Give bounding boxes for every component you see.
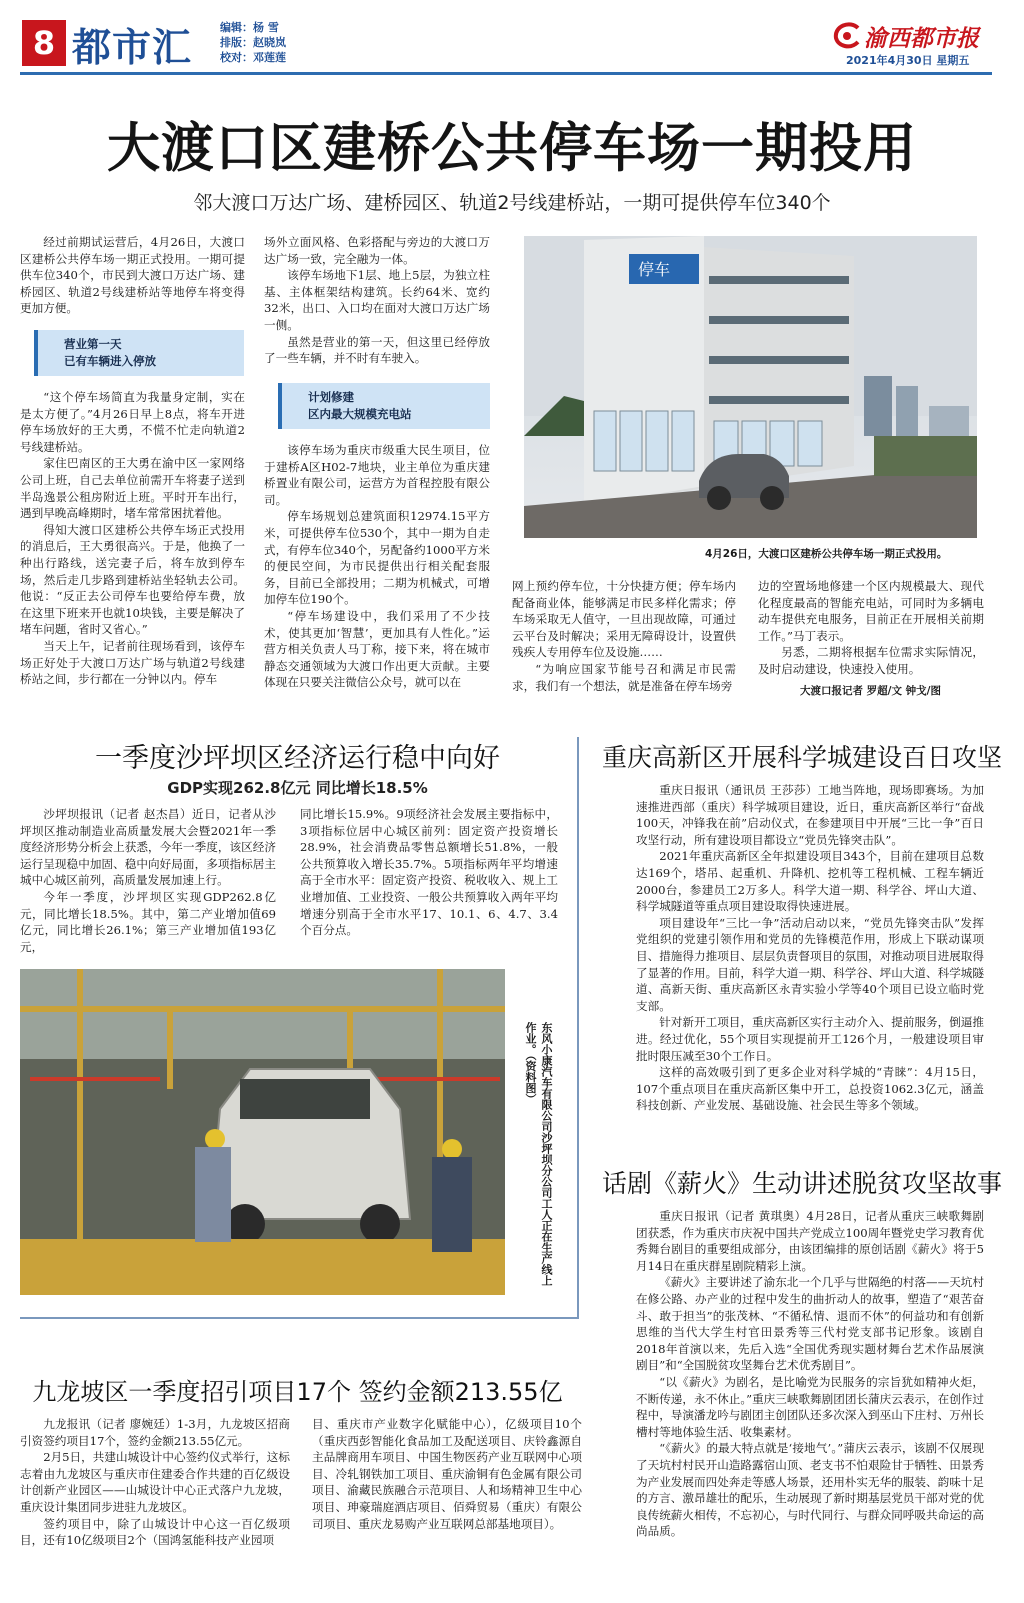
paragraph: 2月5日，共建山城设计中心签约仪式举行，这标志着由九龙坡区与重庆市住建委合作共建的百亿级设计创新产业园区——山城设计中心正式落户九龙坡，重庆设计集团同步进驻九龙坡区。 [20, 1450, 290, 1514]
paragraph: 网上预约停车位，十分快捷方便；停车场内配备商业体，能够满足市民多样化需求；停车场采取无人值守，一旦出现故障，可通过云平台及时解决；采用无障碍设计，设置供残疾人专用停车位及设施…… [512, 579, 736, 660]
factory-photo-caption: 东风小康汽车有限公司沙坪坝分公司工人正在生产线上作业。（资料图） [524, 1022, 553, 1286]
paragraph: 场外立面风格、色彩搭配与旁边的大渡口万达广场一致，完全融为一体。 [264, 235, 490, 266]
xinhuo-headline: 话剧《薪火》生动讲述脱贫攻坚故事 [601, 1169, 1002, 1198]
shapingba-col1 [20, 806, 276, 955]
paragraph: 目、重庆市产业数字化赋能中心），亿级项目10个（重庆西彭智能化食品加工及配送项目、庆铃鑫源自主品牌商用车项目、中国生物医药产业互联网中心项目、冷轧钢铁加工项目、重庆渝铜有色金属有限公司项目、渝藏民族融合示范项目、人和场精神卫生中心项目、珅豪瑞庭酒店项目、佰舜贸易（重庆）有限公司项目、重庆龙易购产业互联网总部基地项目）。 [312, 1417, 582, 1531]
shapingba-subhead: GDP实现262.8亿元 同比增长18.5% [167, 779, 428, 797]
box-line: 区内最大规模充电站 [308, 407, 412, 421]
staff-editor: 编辑：杨 雪 [220, 21, 279, 34]
lead-byline: 大渡口报记者 罗超/文 钟戈/图 [800, 685, 941, 697]
car-factory-photo [20, 969, 505, 1295]
paragraph: 《薪火》主要讲述了渝东北一个几乎与世隔绝的村落——天坑村在修公路、办产业的过程中发生的曲折动人的故事，塑造了“艰苦奋斗、敢于担当”的张茂林、“不循私情、退而不休”的何益功和有创新思维的当代大学生村官田景秀等三代村党支部书记形象。该剧自2018年首演以来，先后入选“全国优秀现实题材舞台艺术作品展演剧目”和“全国脱贫攻坚舞台艺术优秀剧目”。 [636, 1275, 984, 1373]
paper-name: 渝西都市报 [864, 25, 979, 52]
paragraph: 沙坪坝报讯（记者 赵杰昌）近日，记者从沙坪坝区推动制造业高质量发展大会暨2021年一季度经济形势分析会上获悉，今年一季度，该区经济运行呈现稳中加固、稳中向好局面，多项指标居主城中心城区前列，高质量发展加速上行。 [20, 807, 276, 888]
paragraph: 虽然是营业的第一天，但这里已经停放了一些车辆，并不时有车驶入。 [264, 334, 490, 366]
paragraph: 该停车场为重庆市级重大民生项目，位于建桥A区H02-7地块，业主单位为重庆建桥置业有限公司，运营方为首程控股有限公司。 [264, 443, 490, 507]
paragraph: 签约项目中，除了山城设计中心这一百亿级项目，还有10亿级项目2个（国鸿氢能科技产业园项 [20, 1516, 290, 1548]
paragraph: 另悉，二期将根据车位需求实际情况，及时启动建设，快速投入使用。 [758, 645, 984, 676]
lead-col1-intro [20, 234, 245, 317]
paragraph: 项目建设年“三比一争”活动启动以来，“党员先锋突击队”发挥党组织的党建引领作用和党员的先锋模范作用，形成上下联动谋项目、措施得力推项目、层层负责督项目的氛围，对推动项目进展取得了显著的作用。目前，科学大道一期、科学谷、坪山大道、科学城隧道、高新天街、重庆高新区永青实验小学等40个项目已设立临时党支部。 [636, 915, 984, 1013]
section-title: 都市汇 [72, 26, 193, 71]
box-line: 计划修建 [308, 390, 354, 404]
paragraph: 针对新开工项目，重庆高新区实行主动介入、提前服务，倒逼推进。经过优化，55个项目实现提前开工126个月，一般建设项目审批时限压减至30个工作日。 [636, 1015, 984, 1063]
lead-col1-body [20, 389, 245, 688]
page-number-badge: 8 [22, 20, 66, 66]
paragraph: 这样的高效吸引到了更多企业对科学城的“青睐”：4月15日，107个重点项目在重庆高新区集中开工，总投资1062.3亿元，涵盖科技创新、产业发展、基础设施、社会民生等多个领域。 [636, 1065, 984, 1113]
staff-layout: 排版：赵晓岚 [220, 36, 286, 49]
lead-subhead: 邻大渡口万达广场、建桥园区、轨道2号线建桥站，一期可提供停车位340个 [193, 192, 831, 214]
paragraph: “为响应国家节能号召和满足市民需求，我们有一个想法，就是准备在停车场旁 [512, 661, 736, 693]
staff-proofreader: 校对：邓莲莲 [220, 51, 286, 64]
paragraph: “《薪火》的最大特点就是‘接地气’。”蒲庆云表示，该剧不仅展现了天坑村村民开山造路露宿山顶、老支书不怕艰险甘于牺牲、田景秀为产业发展而四处奔走等感人场景，还用朴实无华的服装、韵味十足的方言、激昂雄壮的配乐，生动展现了新时期基层党员干部对党的优良传统薪火相传，不忘初心，与时代同行、与群众同呼吸共命运的高尚品质。 [636, 1441, 984, 1539]
paragraph: 重庆日报讯（记者 黄琪奥）4月28日，记者从重庆三峡歌舞剧团获悉，作为重庆市庆祝中国共产党成立100周年暨党史学习教育优秀舞台剧目的重要组成部分，由该团编排的原创话剧《薪火》将于5月14日在重庆群星剧院精彩上演。 [636, 1209, 984, 1273]
paragraph: 得知大渡口区建桥公共停车场正式投用的消息后，王大勇很高兴。于是，他换了一种出行路线，送完妻子后，将车放到停车场，然后走几步路到建桥站坐轻轨去公司。他说：“反正去公司停车也要给停车费，放在这里下班来开也就10块钱，主要是解决了堵车问题，省时又省心。” [20, 522, 245, 637]
jiulongpo-col2 [312, 1416, 582, 1532]
lead-col2-top [264, 234, 490, 367]
lead-col4 [758, 578, 984, 678]
lead-subhead-box-1 [34, 330, 244, 376]
garage-sign: 停车 [638, 260, 671, 279]
paragraph: “停车场建设中，我们采用了不少技术，使其更加‘智慧’，更加具有人性化。”运营方相关负责人马丁称，接下来，将在城市静态交通领域为大渡口作出更大贡献。主要体现在只要关注微信公众号，就可以在 [264, 608, 490, 690]
parking-photo-caption: 4月26日，大渡口区建桥公共停车场一期正式投用。 [705, 548, 948, 560]
issue-date: 2021年4月30日 星期五 [846, 54, 970, 67]
paragraph: 该停车场地下1层、地上5层，为独立柱基、主体框架结构建筑。长约64米、宽约32米，出口、入口均在面对大渡口万达广场一侧。 [264, 268, 490, 332]
box-line: 营业第一天 [64, 337, 122, 351]
shapingba-headline: 一季度沙坪坝区经济运行稳中向好 [95, 743, 500, 774]
parking-garage-illustration [524, 236, 977, 538]
paragraph: “以《薪火》为剧名，是比喻党为民服务的宗旨犹如精神火炬，不断传递，永不休止。”重庆三峡歌舞剧团团长蒲庆云表示，在创作过程中，导演潘龙吟与剧团主创团队还多次深入到巫山下庄村、万州长槽村等地体验生活、收集素材。 [636, 1374, 984, 1439]
paragraph: 家住巴南区的王大勇在渝中区一家网络公司上班，自己去单位前需开车将妻子送到半岛逸景公租房附近上班。平时开车出行，遇到早晚高峰期时，堵车常常困扰着他。 [20, 456, 245, 521]
lead-subhead-box-2 [278, 383, 490, 429]
gaoxin-body [636, 782, 984, 1114]
paper-logo-icon [832, 22, 862, 50]
staff-list [220, 20, 286, 65]
lead-headline: 大渡口区建桥公共停车场一期投用 [107, 118, 917, 179]
car-factory-illustration [20, 969, 505, 1295]
paragraph: 边的空置场地修建一个区内规模最大、现代化程度最高的智能充电站，可同时为多辆电动车提供充电服务，目前正在开展相关前期工作。”马丁表示。 [758, 579, 984, 643]
paragraph: 经过前期试运营后，4月26日，大渡口区建桥公共停车场一期正式投用。一期可提供车位340个，市民到大渡口万达广场、建桥园区、轨道2号线建桥站等地停车将变得更加方便。 [20, 235, 245, 316]
masthead-rule [20, 72, 992, 75]
paper-logo [832, 20, 992, 52]
gaoxin-headline: 重庆高新区开展科学城建设百日攻坚 [601, 743, 1002, 772]
lead-col2-body [264, 442, 490, 691]
box-line: 已有车辆进入停放 [64, 354, 156, 368]
paragraph: “这个停车场简直为我量身定制，实在是太方便了。”4月26日早上8点，将车开进停车场放好的王大勇，不慌不忙走向轨道2号线建桥站。 [20, 390, 245, 454]
paragraph: 重庆日报讯（通讯员 王莎莎）工地当阵地，现场即赛场。为加速推进西部（重庆）科学城项目建设，近日，重庆高新区举行“奋战100天，冲锋我在前”启动仪式，在参建项目中开展“三比一争”百日攻坚行动，所有建设项目都设立“党员先锋突击队”。 [636, 783, 984, 847]
jiulongpo-headline: 九龙坡区一季度招引项目17个 签约金额213.55亿 [32, 1378, 563, 1406]
paragraph: 同比增长15.9%。9项经济社会发展主要指标中，3项指标位居中心城区前列：固定资产投资增长28.9%，社会消费品零售总额增长51.8%，一般公共预算收入增长35.7%。5项指标两年平均增速高于全市水平：固定资产投资、税收收入、规上工业增加值、工业投资、一般公共预算收入两年平均增速分别高于全市水平17、10.1、6、4.7、3.4个百分点。 [300, 807, 558, 938]
paragraph: 九龙报讯（记者 廖婉廷）1-3月，九龙坡区招商引资签约项目17个，签约金额213.55亿元。 [20, 1417, 290, 1448]
paragraph: 2021年重庆高新区全年拟建设项目343个，目前在建项目总数达169个，塔吊、起重机、升降机、挖机等工程机械、工程车辆近2000台，参建员工2万多人。科学大道一期、科学谷、坪山大道、科学城隧道等重点项目建设取得快速进展。 [636, 849, 984, 914]
paragraph: 停车场规划总建筑面积12974.15平方米，可提供停车位530个，其中一期为自走式，有停车位340个，另配备约1000平方米的便民空间，为市民提供出行相关配套服务，目前已全部投用；二期为机械式，可增加停车位190个。 [264, 509, 490, 607]
paragraph: 当天上午，记者前往现场看到，该停车场正好处于大渡口万达广场与轨道2号线建桥站之间，步行都在一分钟以内。停车 [20, 638, 245, 687]
jiulongpo-col1 [20, 1416, 290, 1549]
shapingba-col2 [300, 806, 558, 939]
lead-col3 [512, 578, 736, 694]
xinhuo-body [636, 1208, 984, 1540]
paragraph: 今年一季度，沙坪坝区实现GDP262.8亿元，同比增长18.5%。其中，第二产业增加值69亿元，同比增长26.1%；第三产业增加值193亿元， [20, 889, 276, 954]
parking-garage-photo [524, 236, 977, 538]
